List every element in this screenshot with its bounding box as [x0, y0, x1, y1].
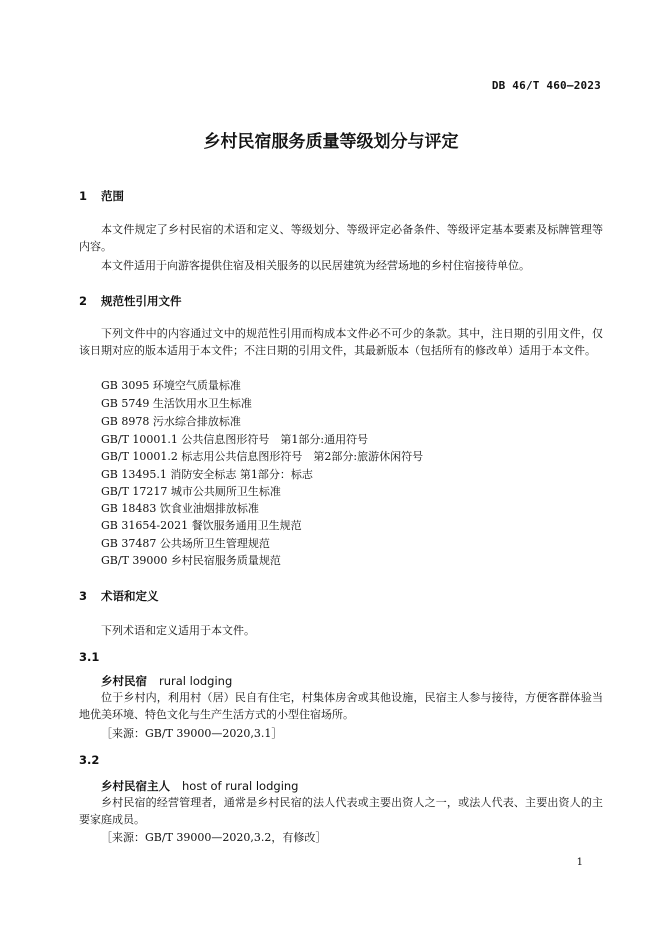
- section-title: 术语和定义: [101, 589, 159, 603]
- term-source: ［来源：GB/T 39000—2020,3.2，有修改］: [101, 831, 327, 844]
- reference-item: GB/T 10001.2 标志用公共信息图形符号 第2部分:旅游休闲符号: [101, 450, 424, 463]
- section-number: 2: [79, 294, 88, 308]
- term-source: ［来源：GB/T 39000—2020,3.1］: [101, 727, 283, 740]
- term-entry: [101, 778, 298, 794]
- section-title: 范围: [101, 189, 125, 203]
- term-english: host of rural lodging: [182, 779, 299, 793]
- term-definition: 乡村民宿的经营管理者，通常是乡村民宿的法人代表或主要出资人之一，或法人代表、主要出资人的主要家庭成员。: [79, 796, 603, 826]
- section-heading-normative-references: [79, 293, 182, 309]
- reference-item: GB 18483 饮食业油烟排放标准: [101, 502, 259, 515]
- section-number: 1: [79, 189, 88, 203]
- document-id: DB 46/T 460—2023: [491, 79, 601, 92]
- paragraph: 下列术语和定义适用于本文件。: [101, 624, 255, 637]
- paragraph: 下列文件中的内容通过文中的规范性引用而构成本文件必不可少的条款。其中，注日期的引用文件，仅该日期对应的版本适用于本文件；不注日期的引用文件，其最新版本（包括所有的修改单）适用于本文件。: [79, 327, 603, 357]
- reference-item: GB/T 17217 城市公共厕所卫生标准: [101, 485, 281, 498]
- reference-item: GB 31654-2021 餐饮服务通用卫生规范: [101, 519, 302, 532]
- term-chinese: 乡村民宿主人: [101, 779, 170, 793]
- document-title: 乡村民宿服务质量等级划分与评定: [203, 132, 459, 152]
- term-english: rural lodging: [159, 674, 233, 688]
- reference-item: GB 5749 生活饮用水卫生标准: [101, 397, 252, 410]
- section-heading-scope: [79, 188, 124, 204]
- paragraph: 本文件适用于向游客提供住宿及相关服务的以民居建筑为经营场地的乡村住宿接待单位。: [101, 259, 530, 272]
- reference-item: GB 13495.1 消防安全标志 第1部分：标志: [101, 468, 313, 481]
- term-chinese: 乡村民宿: [101, 674, 147, 688]
- section-heading-terms: [79, 588, 159, 604]
- clause-number: 3.2: [79, 753, 100, 767]
- clause-number: 3.1: [79, 650, 100, 664]
- paragraph: 本文件规定了乡村民宿的术语和定义、等级划分、等级评定必备条件、等级评定基本要素及标牌管理等内容。: [79, 223, 603, 253]
- section-title: 规范性引用文件: [101, 294, 182, 308]
- section-number: 3: [79, 589, 88, 603]
- term-entry: [101, 673, 232, 689]
- reference-item: GB/T 10001.1 公共信息图形符号 第1部分:通用符号: [101, 433, 369, 446]
- term-definition: 位于乡村内，利用村（居）民自有住宅，村集体房舍或其他设施，民宿主人参与接待，方便客群体验当地优美环境、特色文化与生产生活方式的小型住宿场所。: [79, 691, 603, 721]
- page-number: 1: [576, 857, 583, 868]
- reference-item: GB/T 39000 乡村民宿服务质量规范: [101, 554, 281, 567]
- reference-item: GB 3095 环境空气质量标准: [101, 379, 241, 392]
- reference-item: GB 37487 公共场所卫生管理规范: [101, 537, 270, 550]
- reference-item: GB 8978 污水综合排放标准: [101, 415, 241, 428]
